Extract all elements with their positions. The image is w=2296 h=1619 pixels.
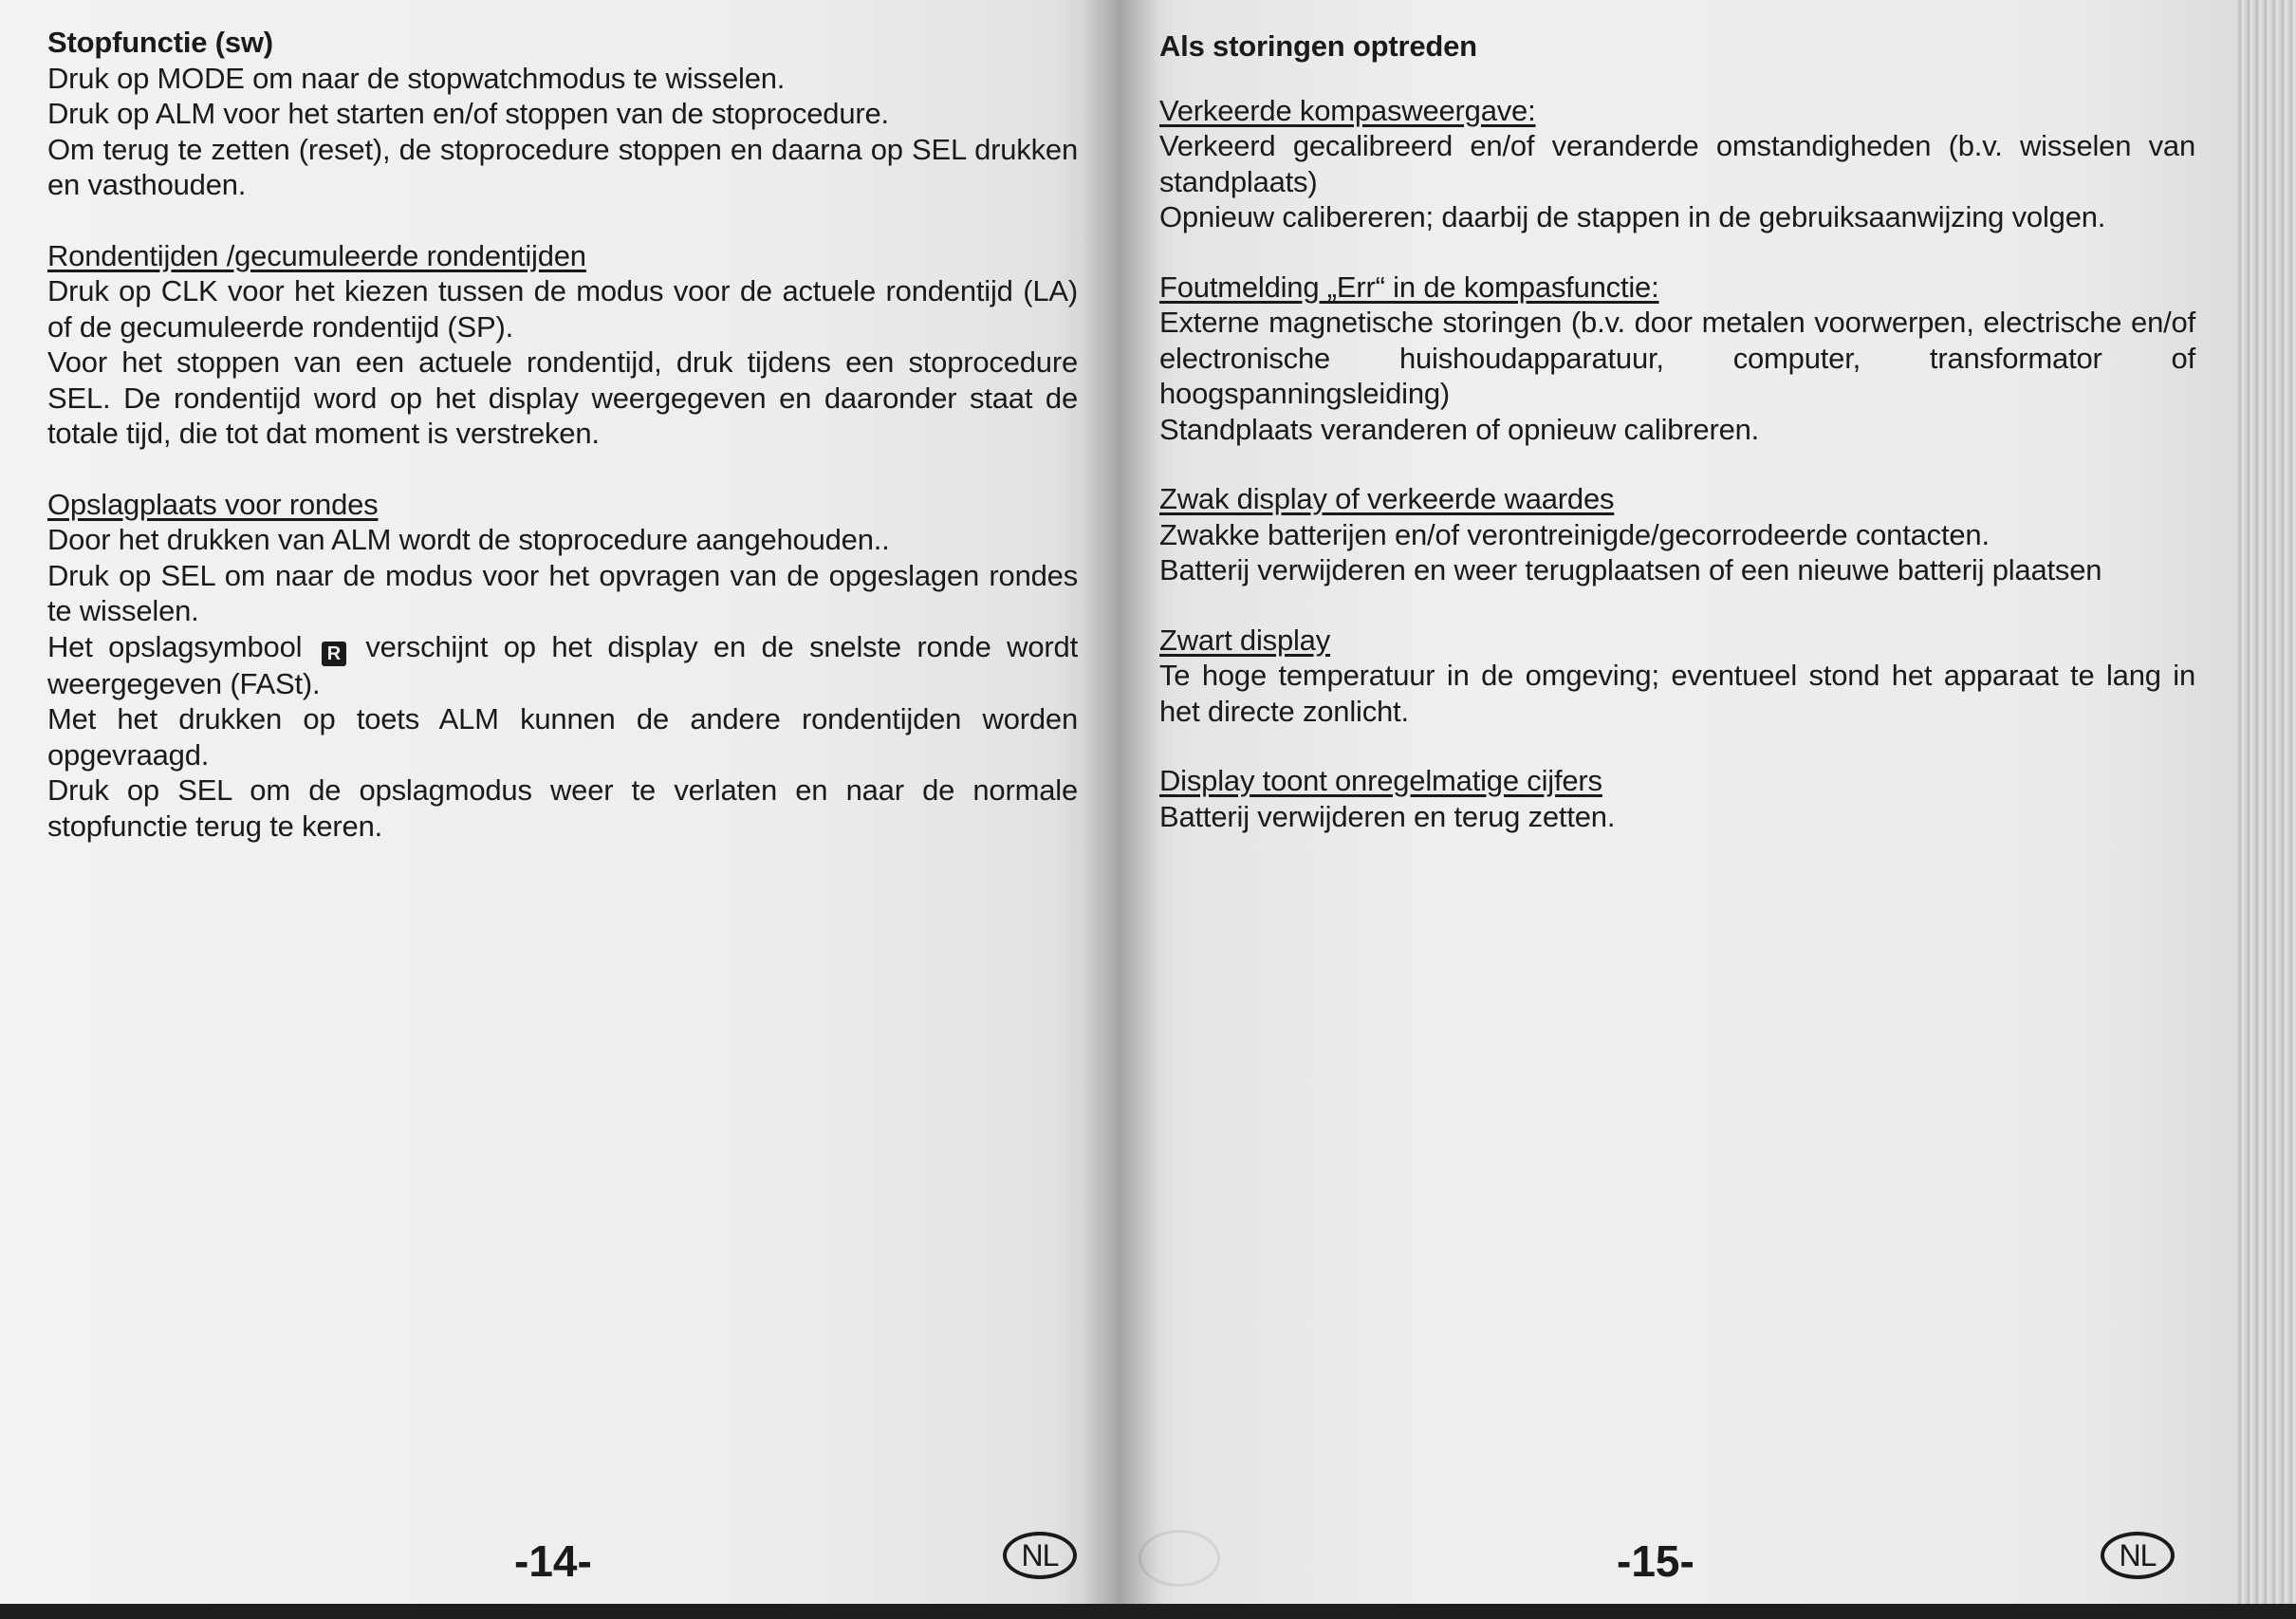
section-heading: Stopfunctie (sw) xyxy=(47,26,273,59)
bottom-edge xyxy=(0,1604,2296,1619)
paragraph: Te hoge temperatuur in de omgeving; eventueel stond het apparaat te lang in het directe zonlicht. xyxy=(1159,659,2195,728)
section-zwart-display xyxy=(1159,623,2195,730)
section-heading: Zwak display of verkeerde waardes xyxy=(1159,482,1615,515)
section-opslagplaats xyxy=(47,487,1078,845)
section-heading: Zwart display xyxy=(1159,623,1331,657)
store-symbol-icon: R xyxy=(322,642,346,666)
paragraph: Verkeerd gecalibreerd en/of veranderde omstandigheden (b.v. wisselen van standplaats) xyxy=(1159,129,2195,198)
paragraph: Druk op SEL om de opslagmodus weer te verlaten en naar de normale stopfunctie terug te keren. xyxy=(47,773,1078,843)
paragraph: Door het drukken van ALM wordt de stoprocedure aangehouden.. xyxy=(47,523,890,556)
page-14-content xyxy=(47,25,1078,879)
section-heading: Rondentijden /gecumuleerde rondentijden xyxy=(47,238,586,272)
page-edge xyxy=(2237,0,2296,1619)
page-14 xyxy=(0,0,1120,1604)
paragraph: Standplaats veranderen of opnieuw calibreren. xyxy=(1159,412,1760,446)
paragraph: Externe magnetische storingen (b.v. door metalen voorwerpen, electrische en/of electronische huishoudapparatuur, computer, transformator of hoogspanningsleiding) xyxy=(1159,306,2195,410)
symbol-text-after: verschijnt op het display en de snelste ronde wordt weergegeven (FASt). xyxy=(47,629,1078,700)
paragraph: Zwakke batterijen en/of verontreinigde/gecorrodeerde contacten. xyxy=(1159,517,1990,551)
page-number: -15- xyxy=(1617,1536,1694,1586)
paragraph: Druk op MODE om naar de stopwatchmodus te wisselen. xyxy=(47,61,786,95)
section-foutmelding xyxy=(1159,270,2195,448)
paragraph-with-symbol xyxy=(47,629,1078,702)
section-kompasweergave xyxy=(1159,93,2195,235)
paragraph: Met het drukken op toets ALM kunnen de andere rondentijden worden opgevraagd. xyxy=(47,702,1078,772)
section-zwak-display xyxy=(1159,481,2195,588)
section-heading: Opslagplaats voor rondes xyxy=(47,487,379,521)
show-through-badge xyxy=(1139,1530,1220,1587)
page-title: Als storingen optreden xyxy=(1159,29,1477,63)
language-badge: NL xyxy=(2101,1532,2175,1579)
section-heading: Display toont onregelmatige cijfers xyxy=(1159,764,1602,797)
section-stopfunctie xyxy=(47,25,1078,203)
paragraph: Voor het stoppen van een actuele rondentijd, druk tijdens een stoprocedure SEL. De rondentijd word op het display weergegeven en daaronder staat de totale tijd, die tot dat moment is verstreken. xyxy=(47,345,1078,450)
paragraph: Druk op CLK voor het kiezen tussen de modus voor de actuele rondentijd (LA) of de gecumuleerde rondentijd (SP). xyxy=(47,274,1078,344)
section-heading: Foutmelding „Err“ in de kompasfunctie: xyxy=(1159,270,1659,304)
paragraph: Druk op ALM voor het starten en/of stoppen van de stoprocedure. xyxy=(47,97,889,130)
page-number: -14- xyxy=(514,1536,592,1586)
page-15 xyxy=(1120,0,2237,1604)
section-rondentijden xyxy=(47,238,1078,452)
section-onregelmatige-cijfers xyxy=(1159,763,2195,834)
paragraph: Druk op SEL om naar de modus voor het opvragen van de opgeslagen rondes te wisselen. xyxy=(47,558,1078,627)
page-15-content xyxy=(1159,28,2195,868)
language-badge: NL xyxy=(1003,1532,1077,1579)
symbol-text-before: Het opslagsymbool xyxy=(47,629,303,663)
paragraph: Om terug te zetten (reset), de stoprocedure stoppen en daarna op SEL drukken en vasthouden. xyxy=(47,132,1078,201)
paragraph: Opnieuw calibereren; daarbij de stappen in de gebruiksaanwijzing volgen. xyxy=(1159,200,2106,233)
paragraph: Batterij verwijderen en terug zetten. xyxy=(1159,799,1616,833)
section-heading: Verkeerde kompasweergave: xyxy=(1159,93,1536,127)
paragraph: Batterij verwijderen en weer terugplaatsen of een nieuwe batterij plaatsen xyxy=(1159,553,2102,586)
